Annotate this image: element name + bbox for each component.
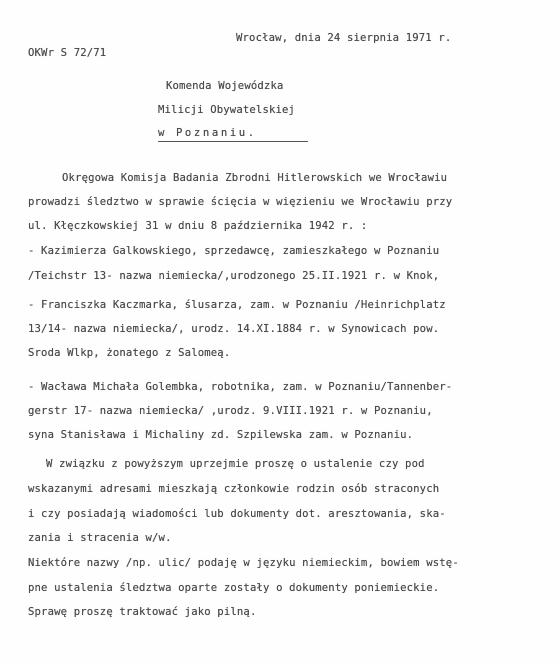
place-date: Wrocław, dnia 24 sierpnia 1971 r. [236, 32, 452, 44]
person-2-line-2: 13/14- nazwa niemiecka/, urodz. 14.XI.1884 r. w Synowicach pow. [28, 323, 440, 335]
person-1-line-2: /Teichstr 13- nazwa niemiecka/,urodzonego 25.II.1921 r. w Knok, [28, 270, 440, 282]
person-2-line-1: - Franciszka Kaczmarka, ślusarza, zam. w Poznaniu /Heinrichplatz [28, 299, 446, 311]
person-3-line-1: - Wacława Michała Golembka, robotnika, zam. w Poznaniu/Tannenber- [28, 381, 453, 393]
reference-number: OKWr S 72/71 [28, 47, 107, 59]
person-3-line-3: syna Stanisława i Michaliny zd. Szpilewska zam. w Poznaniu. [28, 429, 414, 441]
intro-line-2: prowadzi śledztwo w sprawie ścięcia w więzieniu we Wrocławiu przy [28, 196, 453, 208]
note-line-2: pne ustalenia śledztwa oparte zostały o dokumenty poniemieckie. [28, 582, 440, 594]
person-1-line-1: - Kazimierza Galkowskiego, sprzedawcę, zamieszkałego w Poznaniu [28, 245, 440, 257]
request-line-1: W związku z powyższym uprzejmie proszę o ustalenie czy pod [46, 458, 425, 470]
request-line-3: i czy posiadają wiadomości lub dokumenty dot. aresztowania, ska- [28, 508, 446, 520]
person-2-line-3: Sroda Wlkp, żonatego z Salomeą. [28, 347, 231, 359]
request-line-2: wskazanymi adresami mieszkają członkowie rodzin osób straconych [28, 483, 440, 495]
request-line-4: zania i stracenia w/w. [28, 532, 172, 544]
intro-line-3: ul. Kłęczkowskiej 31 w dniu 8 października 1942 r. : [28, 220, 368, 232]
addressee-line-1: Komenda Wojewódzka [166, 80, 284, 92]
intro-line-1: Okręgowa Komisja Badania Zbrodni Hitlerowskich we Wrocławiu [62, 172, 448, 184]
note-line-1: Niektóre nazwy /np. ulic/ podaję w języku niemieckim, bowiem wstę- [28, 557, 459, 569]
person-3-line-2: gerstr 17- nazwa niemiecka/ ,urodz. 9.VIII.1921 r. w Poznaniu, [28, 405, 433, 417]
note-line-3: Sprawę proszę traktować jako pilną. [28, 606, 257, 618]
addressee-line-3: w Poznaniu. [158, 127, 257, 139]
addressee-underline [158, 141, 308, 142]
addressee-line-2: Milicji Obywatelskiej [158, 104, 296, 116]
